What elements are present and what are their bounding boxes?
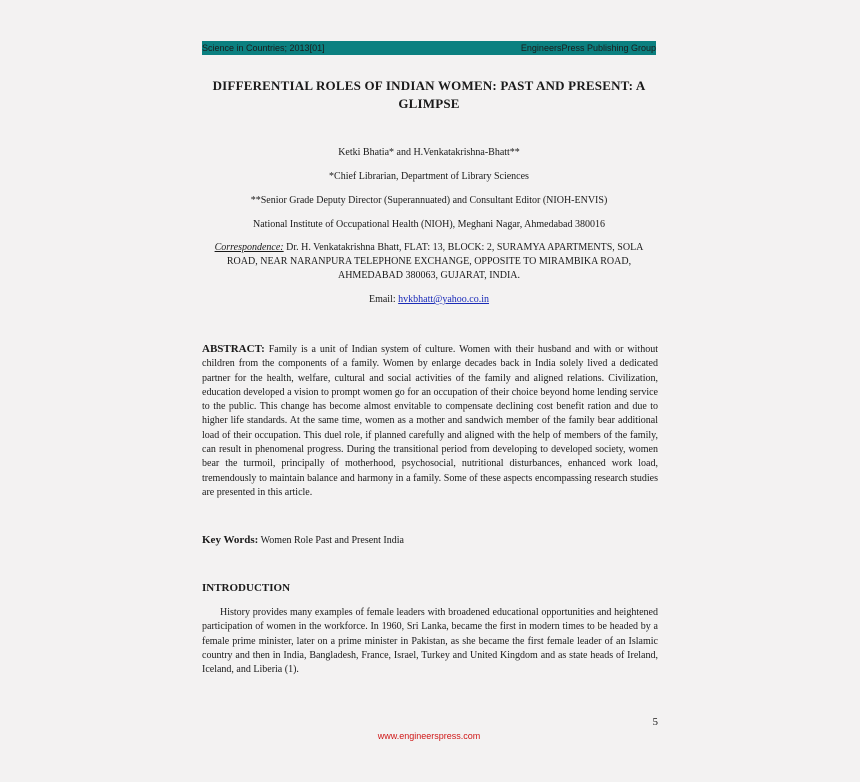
publisher-name: EngineersPress Publishing Group [520, 43, 656, 53]
journal-header-bar [202, 41, 656, 55]
keywords-label: Key Words: [202, 534, 259, 546]
institute-address: National Institute of Occupational Health (NIOH), Meghani Nagar, Ahmedabad 380016 [253, 219, 605, 230]
affiliation-librarian: *Chief Librarian, Department of Library Sciences [329, 171, 529, 182]
correspondence-address: Dr. H. Venkatakrishna Bhatt, FLAT: 13, BLOCK: 2, SURAMYA APARTMENTS, SOLA ROAD, NEAR NARANPURA TELEPHONE EXCHANGE, OPPOSITE TO MIRAMBIKA ROAD, AHMEDABAD 380063, GUJARAT, INDIA. [226, 242, 644, 281]
email-label: Email: [368, 294, 399, 305]
email-line [202, 293, 656, 307]
correspondence-label: Correspondence: [214, 242, 284, 253]
keywords-text: Women Role Past and Present India [258, 535, 404, 546]
abstract [202, 342, 658, 500]
introduction-paragraph: History provides many examples of female leaders with broadened educational opportunities and heightened participation of women in the workforce. In 1960, Sri Lanka, became the first in modern times to be headed by a female prime minister, later on a prime minister in Pakistan, as she became the first female leader of an Islamic country and then in India, Bangladesh, France, Israel, Turkey and United Kingdom and as state heads of Ireland, Iceland, and Liberia (1). [202, 607, 658, 676]
correspondence-block [202, 241, 656, 283]
email-link[interactable]: hvkbhatt@yahoo.co.in [398, 294, 490, 305]
affiliation-director: **Senior Grade Deputy Director (Superannuated) and Consultant Editor (NIOH-ENVIS) [250, 195, 608, 206]
keywords [202, 533, 656, 548]
introduction-heading: INTRODUCTION [202, 582, 291, 594]
page-number: 5 [652, 716, 658, 728]
paper-title: DIFFERENTIAL ROLES OF INDIAN WOMEN: PAST AND PRESENT: A GLIMPSE [212, 78, 646, 111]
authors: Ketki Bhatia* and H.Venkatakrishna-Bhatt** [338, 147, 520, 158]
abstract-text: Family is a unit of Indian system of culture. Women with their husband and with or without children from the components of a family. Women by enlarge decades back in India solely lived a dedicated partner for the health, welfare, cultural and social activities of the family and aligned relations. Civilization, education developed a vision to prompt women go for an occupation of their choice beyond home lending service to the public. This change has become almost envitable to compensate declining cost benefit ration and due to higher life standards. At the same time, women as a mother and sandwich member of the family bear additional load of their occupation. This duel role, if planned carefully and aligned with the help of members of the family, can result in phenomenal progress. During the transitional period from developing to developed society, women bear the turmoil, principally of motherhood, psychosocial, nutritional disturbances, enhanced work load, tremendously to maintain balance and harmony in a family. Some of these aspects encompassing research studies are presented in this article. [202, 344, 658, 498]
abstract-label: ABSTRACT: [202, 343, 265, 355]
footer-url[interactable]: www.engineerspress.com [377, 731, 481, 741]
journal-citation: Science in Countries; 2013[01] [202, 43, 325, 53]
